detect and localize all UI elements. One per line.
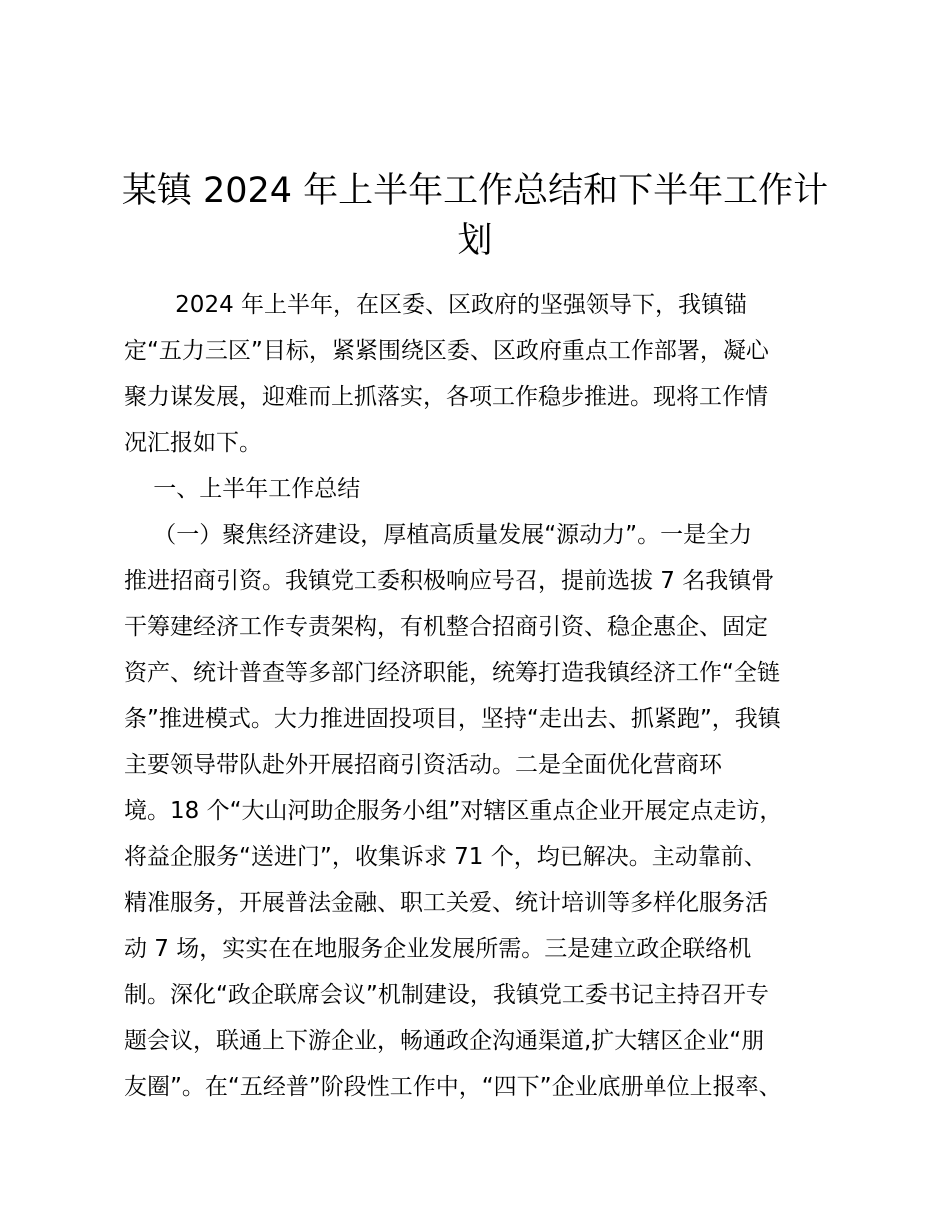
body-line: 主要领导带队赴外开展招商引资活动。二是全面优化营商环 — [124, 752, 722, 778]
body-line: 条”推进模式。大力推进固投项目，坚持“走出去、抓紧跑”，我镇 — [124, 706, 781, 732]
document-body — [124, 282, 836, 1110]
title-line: 某镇 2024 年上半年工作总结和下半年工作计 — [121, 171, 829, 211]
body-line: 况汇报如下。 — [124, 430, 262, 456]
body-line: 精准服务，开展普法金融、职工关爱、统计培训等多样化服务活 — [124, 890, 768, 916]
subsection-heading-line: （一）聚焦经济建设，厚植高质量发展“源动力”。一是全力 — [124, 522, 753, 548]
body-line: 友圈”。在“五经普”阶段性工作中，“四下”企业底册单位上报率、 — [124, 1074, 782, 1100]
body-line: 境。18 个“大山河助企服务小组”对辖区重点企业开展定点走访， — [124, 798, 783, 824]
body-line: 制。深化“政企联席会议”机制建设，我镇党工委书记主持召开专 — [124, 982, 769, 1008]
body-line: 将益企服务“送进门”，收集诉求 71 个，均已解决。主动靠前、 — [124, 844, 767, 870]
body-line: 动 7 场，实实在在地服务企业发展所需。三是建立政企联络机 — [124, 936, 752, 962]
section-heading: 一、上半年工作总结 — [124, 476, 361, 502]
body-line: 资产、统计普查等多部门经济职能，统筹打造我镇经济工作“全链 — [124, 660, 780, 686]
document-title — [120, 166, 830, 266]
body-line: 聚力谋发展，迎难而上抓落实，各项工作稳步推进。现将工作情 — [124, 384, 768, 410]
body-line: 干筹建经济工作专责架构，有机整合招商引资、稳企惠企、固定 — [124, 614, 768, 640]
body-line: 定“五力三区”目标，紧紧围绕区委、区政府重点工作部署，凝心 — [124, 338, 769, 364]
title-line: 划 — [457, 221, 493, 261]
body-line: 推进招商引资。我镇党工委积极响应号召，提前选拔 7 名我镇骨 — [124, 568, 775, 594]
body-line: 题会议，联通上下游企业，畅通政企沟通渠道,扩大辖区企业“朋 — [124, 1028, 765, 1054]
body-line: 2024 年上半年，在区委、区政府的坚强领导下，我镇锚 — [124, 292, 748, 318]
